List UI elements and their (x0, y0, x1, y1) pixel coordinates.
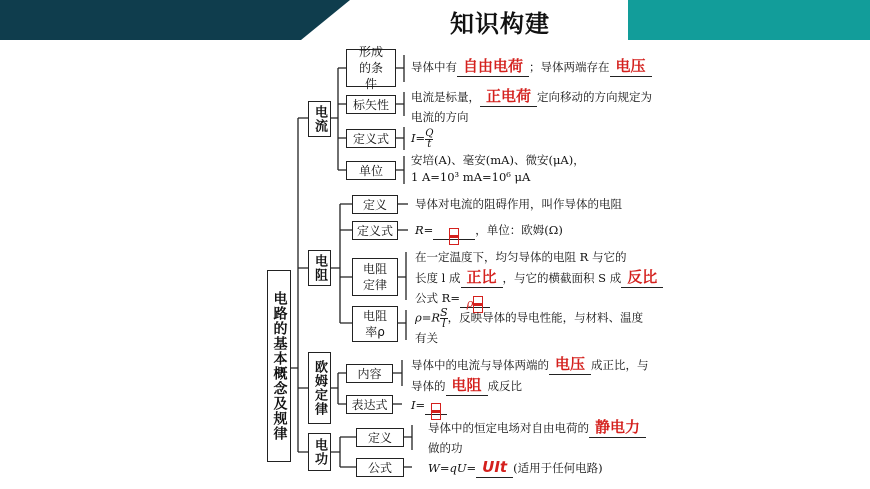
text-work-definition: 导体中的恒定电场对自由电荷的 静电力 做的功 (428, 417, 646, 458)
fraction-q-over-t: $\frac{Q}{t}$ (425, 127, 434, 150)
box-current-unit: 单位 (346, 161, 396, 180)
text-work-formula: W=qU= UIt (适用于任何电路) (428, 458, 603, 476)
box-formation-condition: 形成的条件 (346, 49, 396, 87)
box-resistance-definition: 定义 (352, 195, 398, 214)
text-ohm-expression: I= (411, 395, 447, 415)
text-ohm-content: 导体中的电流与导体两端的 电压 成正比，与 导体的 电阻 成反比 (411, 355, 649, 394)
box-work-definition: 定义 (356, 428, 404, 447)
answer-uit: UIt (476, 457, 513, 478)
text-scalar-vector: 电流是标量， 正电荷 定向移动的方向规定为 电流的方向 (411, 87, 653, 124)
text-formation-condition: 导体中有 自由电荷 ；导体两端存在 电压 (411, 56, 652, 77)
root-topic-box: 电路的基本概念及规律 (267, 270, 291, 462)
text-resistivity: ρ=R $\frac{S}{l}$ ，反映导体的导电性能，与材料、温度 有关 (415, 306, 644, 345)
box-ohm-content: 内容 (346, 364, 393, 383)
topic-electric-work: 电功 (308, 433, 331, 471)
answer-positive-charge: 正电荷 (480, 86, 537, 107)
topic-ohm-law: 欧姆定律 (308, 352, 331, 424)
box-resistivity: 电阻率ρ (352, 306, 398, 342)
answer-proportional: 正比 (461, 267, 503, 288)
box-current-definition: 定义式 (346, 129, 396, 148)
text-current-definition: I= $\frac{Q}{t}$ (411, 127, 434, 150)
box-scalar-vector: 标矢性 (346, 95, 396, 114)
answer-resistance: 电阻 (446, 375, 488, 396)
fraction-s-over-l: $\frac{S}{l}$ (440, 306, 448, 330)
answer-electrostatic-force: 静电力 (589, 417, 646, 438)
text-resistance-definition: 导体对电流的阻碍作用，叫作导体的电阻 (415, 197, 622, 211)
topic-current: 电流 (308, 101, 331, 137)
answer-voltage-ohm: 电压 (549, 354, 591, 375)
topic-resistance: 电阻 (308, 250, 331, 286)
text-current-unit: 安培(A)、毫安(mA)、微安(μA)， 1 A=10³ mA=10⁶ μA (411, 153, 585, 184)
page-title: 知识构建 (450, 10, 550, 38)
answer-voltage: 电压 (610, 56, 652, 77)
text-resistance-law: 在一定温度下，均匀导体的电阻 R 与它的 长度 l 成 正比 ，与它的横截面积 S 成 反比 公式 R= ρ (415, 247, 663, 308)
box-resistance-formula: 定义式 (352, 221, 398, 240)
answer-free-charge: 自由电荷 (457, 56, 529, 77)
box-ohm-expression: 表达式 (346, 395, 393, 414)
answer-inverse: 反比 (621, 267, 663, 288)
box-work-formula: 公式 (356, 458, 404, 477)
text-resistance-formula: R= ，单位：欧姆(Ω) (415, 220, 563, 240)
box-resistance-law: 电阻定律 (352, 258, 398, 296)
